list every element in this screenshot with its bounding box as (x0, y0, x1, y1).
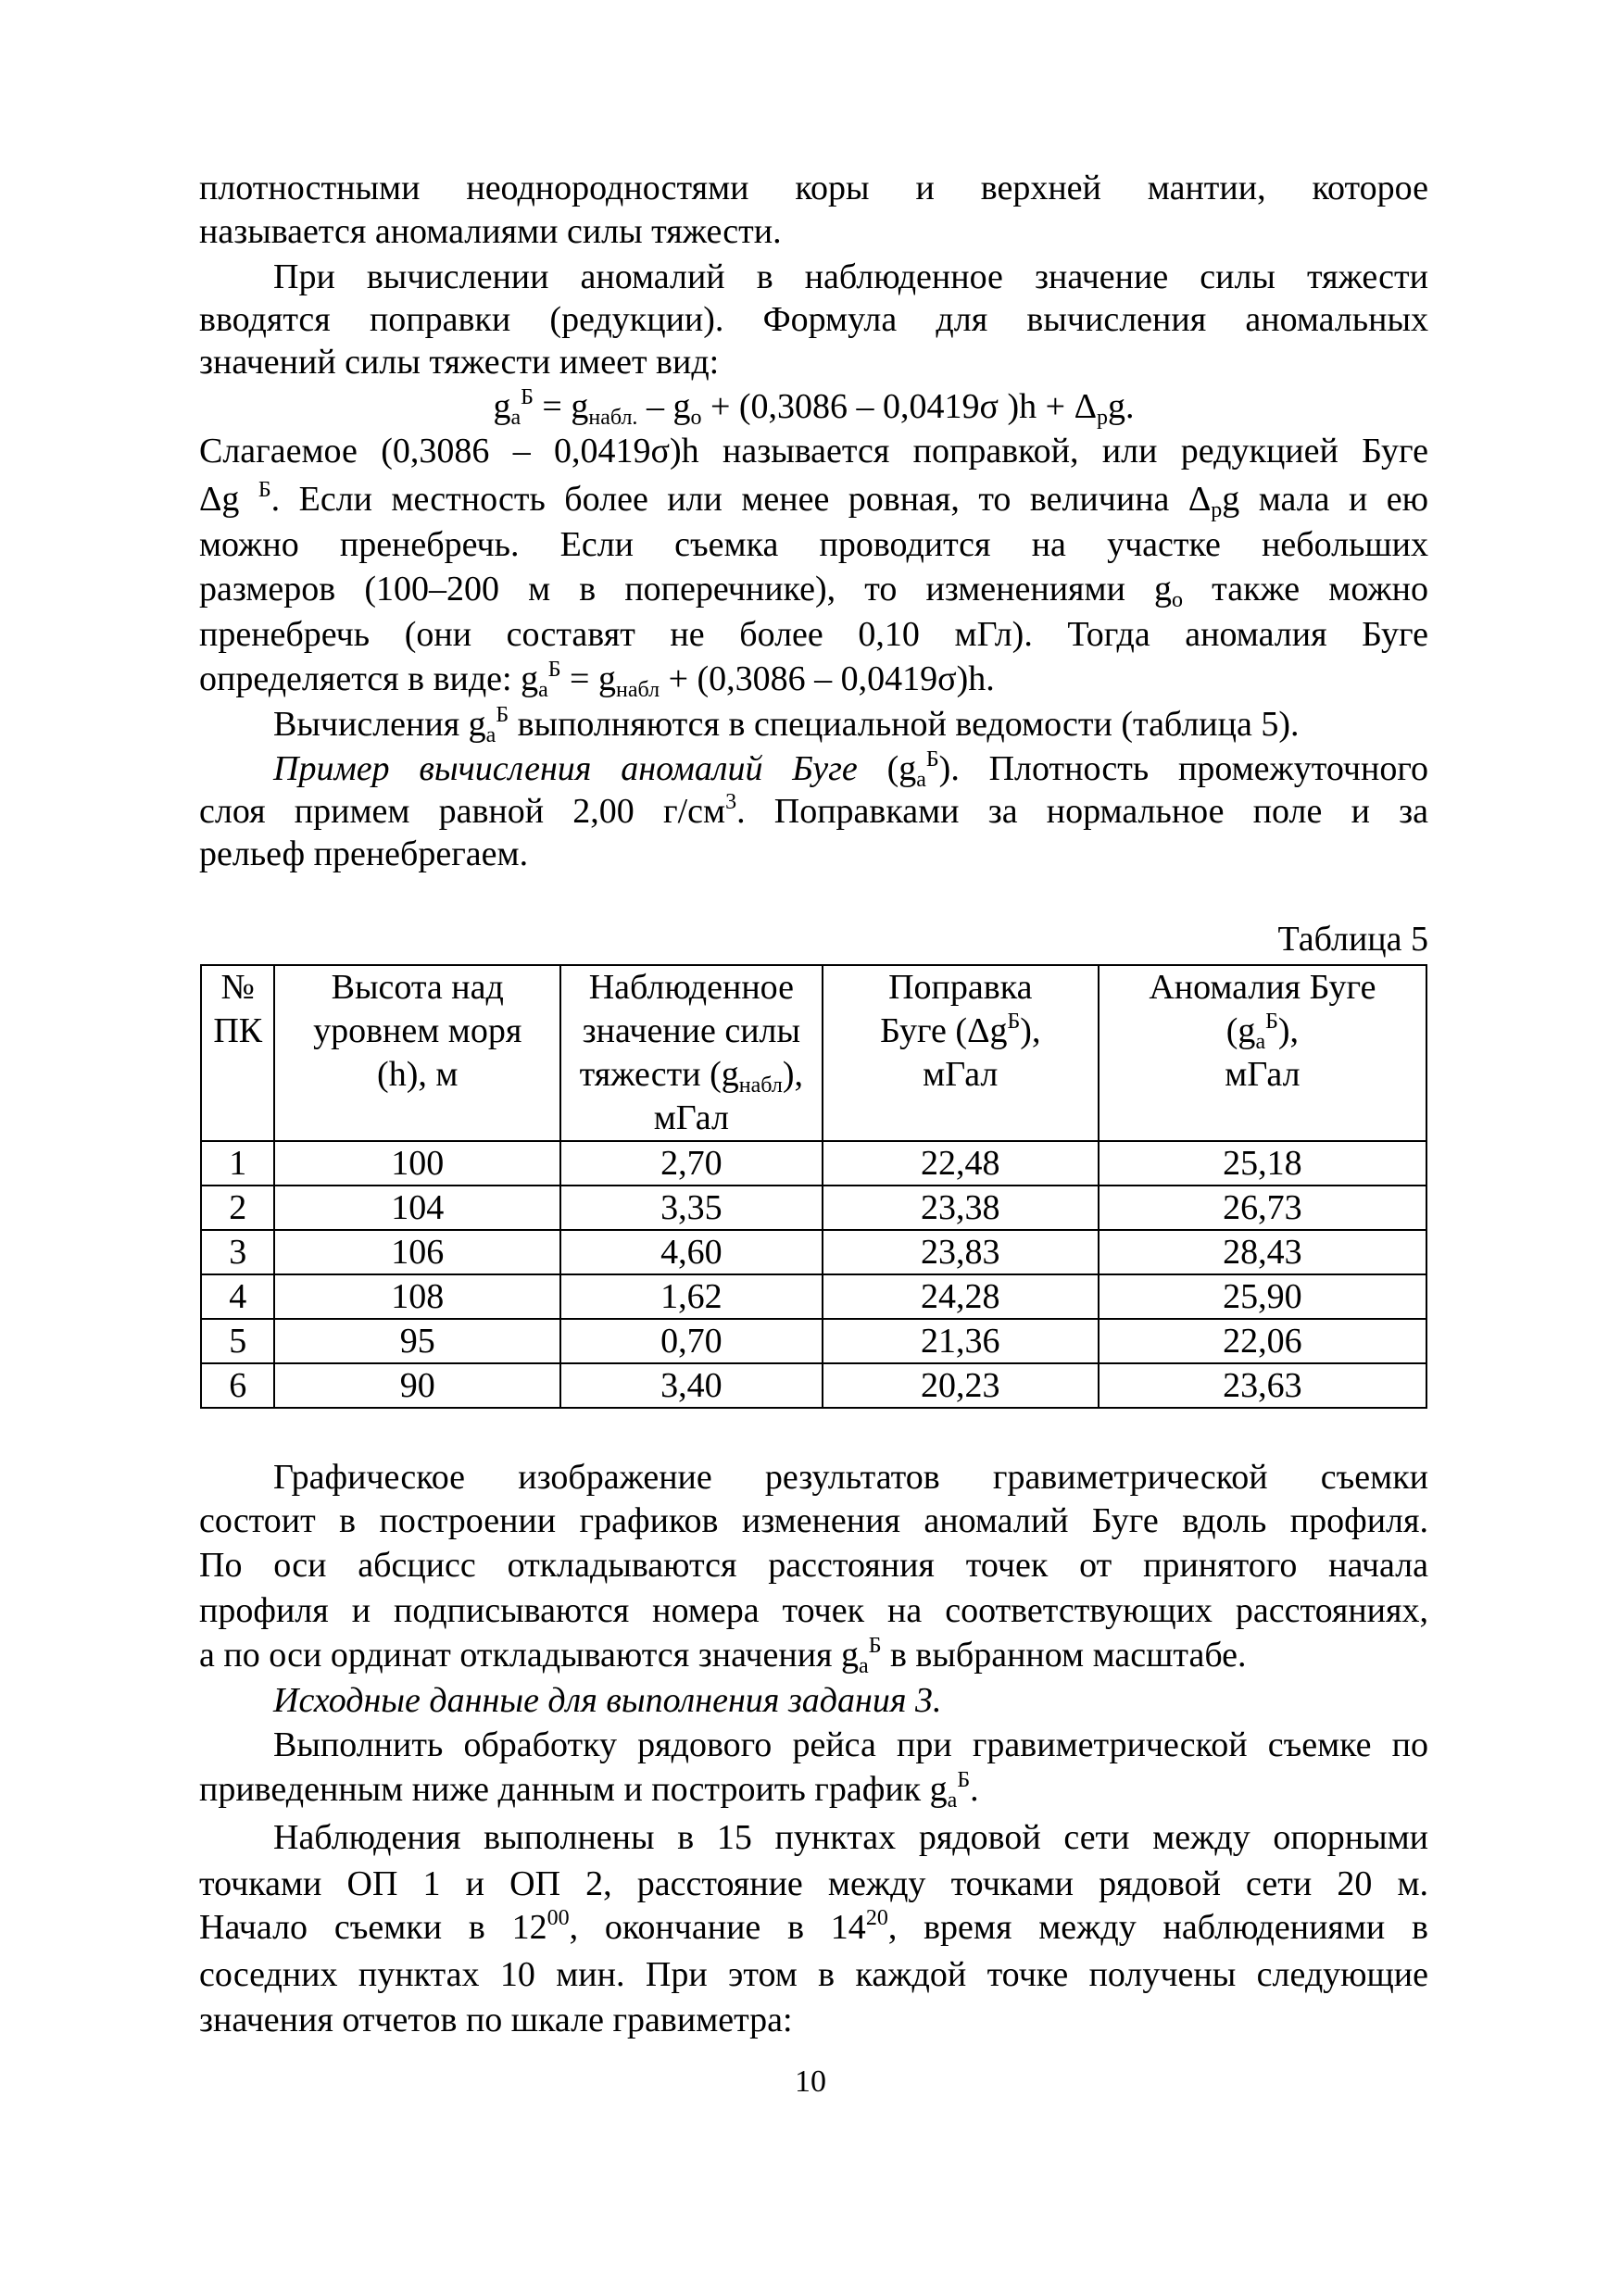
text-line (199, 832, 1428, 876)
text-run: слоя примем равной 2,00 г/см (199, 792, 726, 831)
text-run: Графическое изображение результатов гравиметрической съемки (273, 1458, 1428, 1497)
table-cell: 21,36 (823, 1319, 1099, 1363)
text-run: = g (560, 659, 616, 698)
text-line (199, 1633, 1428, 1677)
text-line (199, 567, 1428, 611)
table-cell: 108 (274, 1274, 559, 1319)
text-run: точками ОП 1 и ОП 2, расстояние между точками рядовой сети 20 м. (199, 1864, 1428, 1903)
text-run: значения отчетов по шкале гравиметра: (199, 2001, 793, 2039)
header-line (1100, 1010, 1426, 1053)
table-cell: 0,70 (560, 1319, 823, 1363)
header-line (275, 1053, 559, 1097)
text-line (199, 522, 1428, 567)
subscript: набл. (588, 406, 638, 430)
italic-text: Пример вычисления аномалий Буге (273, 749, 858, 788)
subscript: o (1172, 588, 1184, 612)
table-row (201, 1141, 1426, 1186)
text-run: выполняются в специальной ведомости (таблица 5). (509, 705, 1300, 744)
table-cell: 20,23 (823, 1363, 1099, 1408)
text-run: ПК (213, 1011, 263, 1050)
text-run: пренебречь (они составят не более 0,10 мГл). Тогда аномалия Буге (199, 615, 1428, 654)
table-cell: 22,48 (823, 1141, 1099, 1186)
text-run: значений силы тяжести имеет вид: (199, 343, 720, 382)
text-run: ), (782, 1055, 804, 1094)
text-line (199, 1952, 1428, 1997)
header-line (275, 1010, 559, 1053)
text-line (199, 1499, 1428, 1543)
subscript: a (510, 406, 521, 430)
text-line (199, 384, 1428, 429)
text-run: мГал (653, 1098, 729, 1137)
header-line (1100, 966, 1426, 1010)
text-run: g. (1108, 387, 1135, 426)
header-line (823, 966, 1098, 1010)
table-row (201, 1319, 1426, 1363)
text-line (199, 166, 1428, 210)
text-run: (g (857, 749, 917, 788)
text-run: а по оси ординат откладываются значения g (199, 1636, 860, 1675)
text-run: Высота над (331, 968, 504, 1007)
superscript: Б (258, 478, 271, 502)
text-line (199, 1815, 1428, 1860)
table-caption: Таблица 5 (1277, 920, 1428, 959)
text-run: можно пренебречь. Если съемка проводится на участке небольших (199, 525, 1428, 564)
table-cell: 100 (274, 1141, 559, 1186)
text-run: + (0,3086 – 0,0419σ)h. (660, 659, 995, 698)
subscript: a (485, 723, 496, 747)
subscript: a (1255, 1030, 1266, 1054)
text-run: профиля и подписываются номера точек на соответствующих расстояниях, (199, 1591, 1428, 1630)
header-line (823, 1010, 1098, 1053)
text-line (199, 1588, 1428, 1633)
text-run: Вычисления g (273, 705, 486, 744)
superscript: Б (521, 385, 534, 409)
text-run: Аномалия Буге (1149, 968, 1376, 1007)
text-line (199, 1767, 1428, 1812)
subscript: o (690, 406, 702, 430)
table-row (201, 1274, 1426, 1319)
text-run: ), (1277, 1011, 1300, 1050)
text-run: рельеф пренебрегаем. (199, 834, 529, 873)
header-line (202, 966, 273, 1010)
text-line (199, 747, 1428, 791)
text-run: Начало съемки в 12 (199, 1908, 547, 1947)
text-line (199, 340, 1428, 384)
subscript: a (947, 1788, 958, 1813)
table-cell: 4,60 (560, 1230, 823, 1274)
text-run: Слагаемое (0,3086 – 0,0419σ)h называется поправкой, или редукцией Буге (199, 432, 1428, 470)
header-line (1100, 1053, 1426, 1097)
text-line (199, 1723, 1428, 1767)
table-cell: 6 (201, 1363, 274, 1408)
page-number: 10 (795, 2064, 826, 2099)
table-cell: 25,18 (1099, 1141, 1426, 1186)
header-line (561, 1097, 822, 1140)
table-cell: 3,40 (560, 1363, 823, 1408)
text-line (199, 789, 1428, 834)
text-line (199, 1905, 1428, 1950)
text-line (199, 1862, 1428, 1906)
text-run: тяжести (g (579, 1055, 739, 1094)
text-line (199, 702, 1428, 747)
text-run: (g (1225, 1011, 1256, 1050)
table-cell: 2 (201, 1186, 274, 1230)
header-cell (560, 965, 823, 1141)
text-run: По оси абсцисс откладываются расстояния точек от принятого начала (199, 1546, 1428, 1585)
text-run: уровнем моря (313, 1011, 522, 1050)
superscript: Б (1265, 1010, 1278, 1034)
subscript: a (916, 768, 926, 792)
table-cell: 1 (201, 1141, 274, 1186)
text-run: . (970, 1770, 979, 1809)
header-line (275, 966, 559, 1010)
text-run: g (493, 387, 511, 426)
header-line (823, 1053, 1098, 1097)
header-cell (274, 965, 559, 1141)
table-cell: 1,62 (560, 1274, 823, 1319)
table-cell: 3 (201, 1230, 274, 1274)
superscript: 20 (865, 1906, 888, 1930)
text-line (199, 612, 1428, 657)
table-header-row (201, 965, 1426, 1141)
header-line (561, 1053, 822, 1097)
text-run: Δg (199, 480, 258, 519)
text-run: определяется в виде: g (199, 659, 539, 698)
superscript: 3 (725, 790, 737, 814)
subscript: набл (738, 1073, 783, 1098)
subscript: a (538, 678, 548, 702)
table-cell: 23,83 (823, 1230, 1099, 1274)
text-run: Поправка (888, 968, 1033, 1007)
header-line (202, 1010, 273, 1053)
superscript: Б (868, 1634, 882, 1658)
table-cell: 2,70 (560, 1141, 823, 1186)
table-cell: 24,28 (823, 1274, 1099, 1319)
text-run: . Поправками за нормальное поле и за (736, 792, 1428, 831)
table-cell: 23,38 (823, 1186, 1099, 1230)
subscript: p (1211, 498, 1223, 522)
header-line (561, 1010, 822, 1053)
text-run: – g (637, 387, 691, 426)
table-cell: 3,35 (560, 1186, 823, 1230)
text-run: также можно (1183, 570, 1428, 609)
table-cell: 95 (274, 1319, 559, 1363)
text-run: № (220, 968, 255, 1007)
header-cell (823, 965, 1099, 1141)
superscript: Б (1007, 1010, 1021, 1034)
text-run: размеров (100–200 м в поперечнике), то изменениями g (199, 570, 1173, 609)
bouguer-table (200, 964, 1427, 1409)
text-run: Выполнить обработку рядового рейса при гравиметрической съемке по (273, 1725, 1428, 1764)
text-run: в выбранном масштабе. (881, 1636, 1247, 1675)
text-run: приведенным ниже данным и построить график g (199, 1770, 948, 1809)
text-run: + (0,3086 – 0,0419σ )h + Δ (701, 387, 1098, 426)
subscript: p (1097, 406, 1109, 430)
table-cell: 22,06 (1099, 1319, 1426, 1363)
text-line (199, 1543, 1428, 1587)
text-run: = g (533, 387, 589, 426)
text-line (199, 255, 1428, 299)
table-cell: 25,90 (1099, 1274, 1426, 1319)
superscript: Б (957, 1768, 971, 1792)
superscript: Б (547, 658, 561, 682)
superscript: Б (496, 703, 509, 727)
text-run: состоит в построении графиков изменения аномалий Буге вдоль профиля. (199, 1501, 1428, 1540)
text-run: вводятся поправки (редукции). Формула для вычисления аномальных (199, 300, 1428, 339)
table-cell: 23,63 (1099, 1363, 1426, 1408)
text-run: (h), м (377, 1055, 459, 1094)
text-line (199, 297, 1428, 342)
text-run: Наблюдения выполнены в 15 пунктах рядовой сети между опорными (273, 1818, 1428, 1857)
table-cell: 106 (274, 1230, 559, 1274)
table-cell: 90 (274, 1363, 559, 1408)
header-cell (201, 965, 274, 1141)
subscript: набл (615, 678, 660, 702)
text-run: мГал (1225, 1055, 1301, 1094)
header-cell (1099, 965, 1426, 1141)
text-run: плотностными неоднородностями коры и верхней мантии, которое (199, 169, 1428, 207)
text-run: ), (1020, 1011, 1041, 1050)
text-run: , окончание в 14 (569, 1908, 866, 1947)
text-line (199, 1678, 1428, 1723)
text-line (199, 209, 1428, 254)
text-line (199, 1998, 1428, 2042)
text-run: ). Плотность промежуточного (938, 749, 1428, 788)
subscript: a (859, 1654, 869, 1678)
italic-text: Исходные данные для выполнения задания 3. (273, 1681, 942, 1720)
table-row (201, 1363, 1426, 1408)
header-line (561, 966, 822, 1010)
text-run: Буге (Δg (880, 1011, 1008, 1050)
text-line (199, 477, 1428, 521)
text-line (199, 429, 1428, 473)
text-run: соседних пунктах 10 мин. При этом в каждой точке получены следующие (199, 1955, 1428, 1994)
text-line (199, 657, 1428, 701)
text-line (199, 1455, 1428, 1499)
table-cell: 4 (201, 1274, 274, 1319)
table-cell: 5 (201, 1319, 274, 1363)
text-run: При вычислении аномалий в наблюденное значение силы тяжести (273, 257, 1428, 296)
table-row (201, 1230, 1426, 1274)
table-row (201, 1186, 1426, 1230)
superscript: 00 (547, 1906, 570, 1930)
text-run: значение силы (582, 1011, 801, 1050)
table-cell: 104 (274, 1186, 559, 1230)
text-run: мГал (923, 1055, 999, 1094)
text-run: g мала и ею (1222, 480, 1429, 519)
table-cell: 26,73 (1099, 1186, 1426, 1230)
superscript: Б (925, 747, 939, 772)
text-run: называется аномалиями силы тяжести. (199, 212, 782, 251)
text-run: . Если местность более или менее ровная, то величина Δ (270, 480, 1212, 519)
table-cell: 28,43 (1099, 1230, 1426, 1274)
text-run: , время между наблюдениями в (887, 1908, 1428, 1947)
text-run: Наблюденное (588, 968, 795, 1007)
